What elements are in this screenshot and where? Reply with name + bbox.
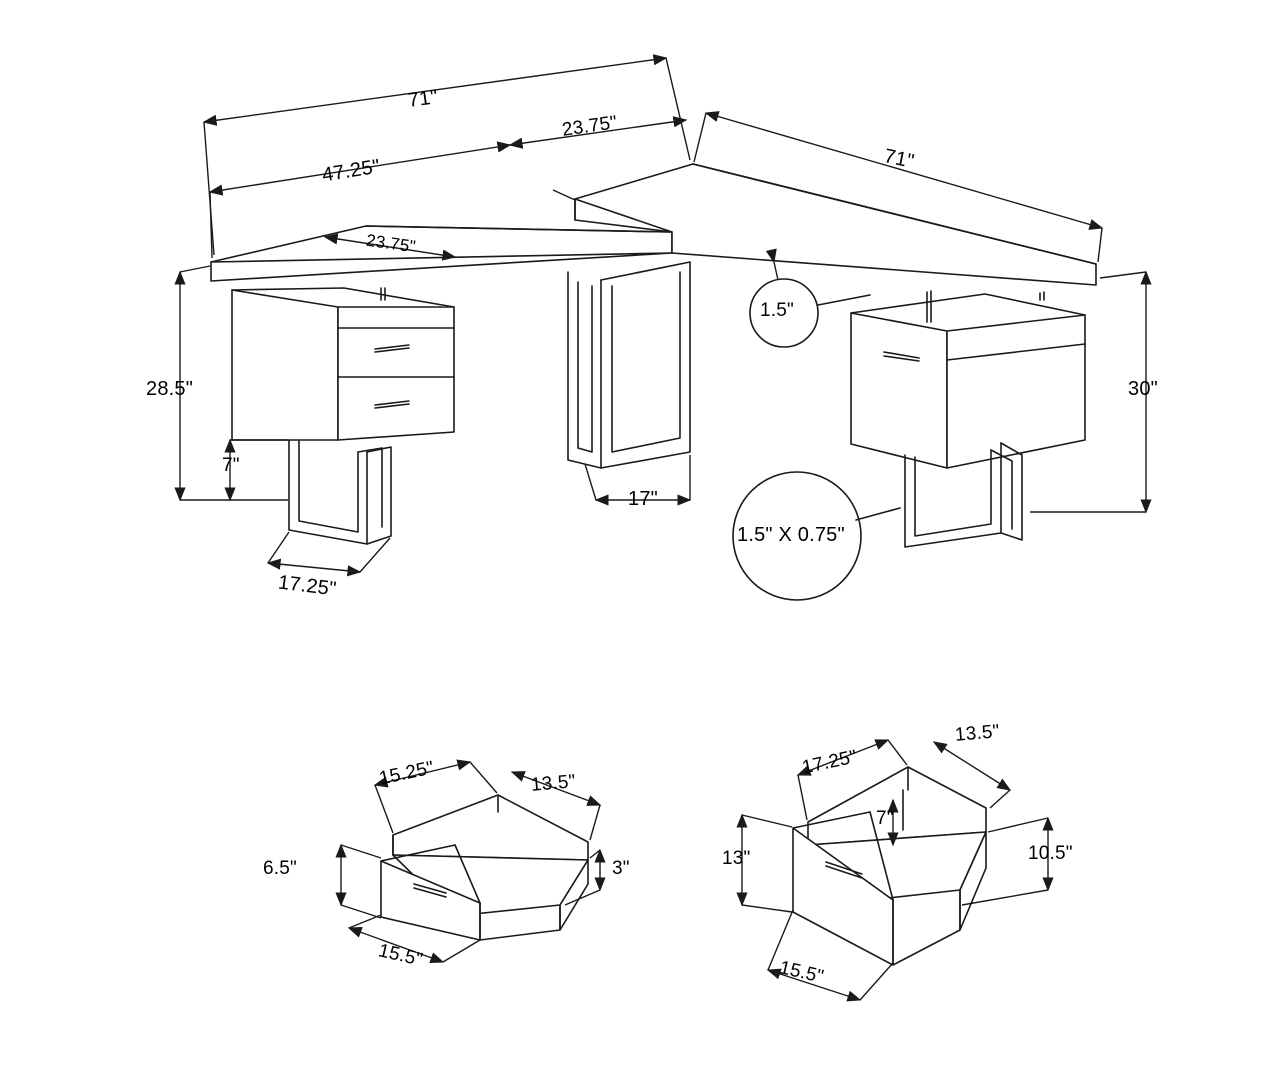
dim-left-base-depth: 17.25": [276, 571, 338, 601]
dim-right-overall-width: 71": [882, 145, 917, 173]
callout-leader-thickness: [818, 295, 870, 305]
right-pedestal-cabinet: [851, 294, 1085, 468]
dim-small-drawer-face-height: 6.5": [263, 858, 297, 879]
dim-large-drawer-side-height: 10.5": [1028, 843, 1073, 864]
dim-large-drawer-face-height: 13": [722, 848, 751, 869]
dim-small-drawer-face-width: 15.5": [376, 940, 425, 971]
dim-leg-clearance-height: 7": [222, 455, 240, 476]
left-leg-frame: [289, 440, 391, 544]
dim-large-drawer-inner-depth-height: 7": [876, 808, 894, 829]
dim-large-drawer-face-width: 15.5": [777, 957, 826, 988]
dim-large-drawer-inner-width: 17.25": [800, 746, 859, 779]
dim-left-top-depth: 23.75": [364, 230, 417, 257]
desk-top-left-wing: [211, 226, 672, 281]
dim-top-thickness-callout: 1.5": [760, 300, 794, 321]
dim-corner-depth: 23.75": [560, 112, 619, 141]
left-pedestal-cabinet: [232, 288, 454, 440]
dim-frame-profile-callout: 1.5" X 0.75": [737, 524, 845, 546]
callout-leader-profile: [856, 508, 900, 520]
dim-center-panel-depth: 17": [628, 488, 658, 510]
dim-right-height: 30": [1128, 378, 1158, 400]
corner-support-panel: [568, 262, 690, 468]
dim-small-drawer-inner-width: 15.25": [377, 757, 436, 790]
dim-large-drawer-depth: 13.5": [954, 721, 1001, 746]
desk-top-right-wing: [575, 164, 1096, 285]
dim-top-overall-width: 71": [406, 86, 440, 112]
dim-left-height: 28.5": [146, 378, 194, 400]
large-drawer-figure: [793, 767, 986, 965]
dim-small-drawer-depth: 13.5": [530, 771, 577, 796]
small-drawer-figure: [381, 795, 588, 940]
dim-small-drawer-inner-height: 3": [612, 858, 630, 879]
dim-top-left-section-width: 47.25": [320, 155, 382, 187]
